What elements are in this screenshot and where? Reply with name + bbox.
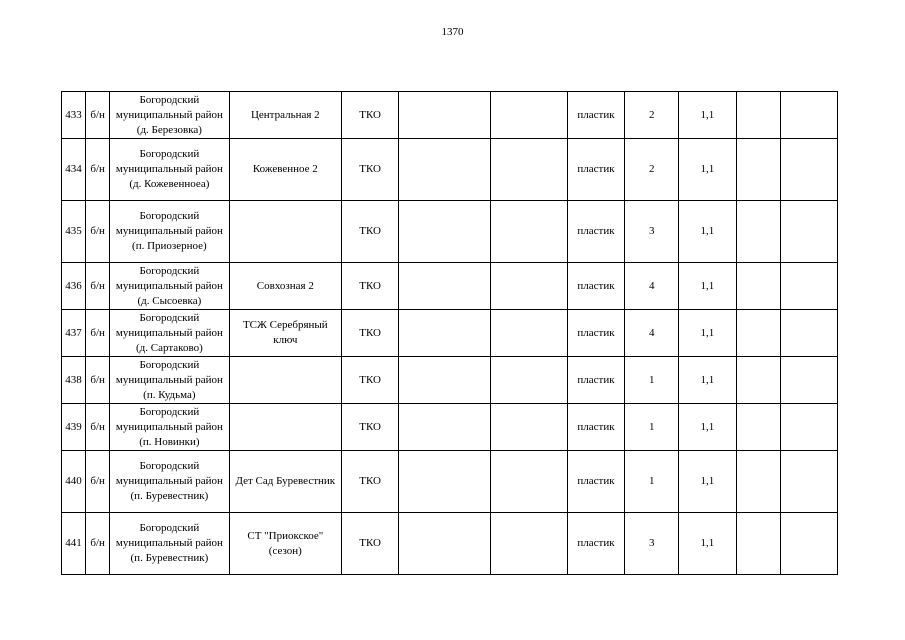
empty-cell (736, 513, 780, 575)
empty-cell (399, 310, 490, 357)
district-line-1: Богородский (139, 264, 200, 277)
table-row (62, 513, 838, 575)
empty-cell (736, 310, 780, 357)
district-line-3: (д. Березовка) (136, 123, 202, 136)
empty-cell (780, 310, 837, 357)
container-material-cell: пластик (567, 92, 624, 139)
district-line-1: Богородский (139, 93, 200, 106)
container-volume-cell: 1,1 (679, 201, 736, 263)
district-cell (110, 513, 229, 575)
district-line-3: (д. Сысоевка) (137, 294, 202, 307)
empty-cell (490, 92, 567, 139)
district-cell (110, 201, 229, 263)
street-cell: Дет Сад Буревестник (229, 451, 341, 513)
waste-type-cell: ТКО (342, 201, 399, 263)
empty-cell (736, 201, 780, 263)
waste-type-cell: ТКО (342, 357, 399, 404)
empty-cell (736, 404, 780, 451)
container-volume-cell: 1,1 (679, 139, 736, 201)
street-cell (229, 357, 341, 404)
empty-cell (490, 357, 567, 404)
empty-cell (780, 404, 837, 451)
empty-cell (736, 92, 780, 139)
container-count-cell: 2 (625, 92, 679, 139)
container-count-cell: 1 (625, 357, 679, 404)
empty-cell (399, 92, 490, 139)
district-line-2: муниципальный район (115, 225, 223, 237)
container-material-cell: пластик (567, 404, 624, 451)
district-cell (110, 451, 229, 513)
empty-cell (736, 357, 780, 404)
district-line-2: муниципальный район (115, 373, 223, 386)
container-count-cell: 3 (625, 201, 679, 263)
table-row (62, 310, 838, 357)
table-row (62, 263, 838, 310)
container-count-cell: 1 (625, 404, 679, 451)
district-line-1: Богородский (139, 522, 200, 534)
container-material-cell: пластик (567, 513, 624, 575)
empty-cell (780, 201, 837, 263)
empty-cell (780, 263, 837, 310)
empty-cell (490, 310, 567, 357)
house-number-cell: б/н (86, 201, 110, 263)
table-row (62, 404, 838, 451)
empty-cell (399, 357, 490, 404)
house-number-cell: б/н (86, 139, 110, 201)
container-volume-cell: 1,1 (679, 310, 736, 357)
district-line-2: муниципальный район (115, 108, 223, 121)
row-number-cell: 434 (62, 139, 86, 201)
row-number-cell: 436 (62, 263, 86, 310)
container-material-cell: пластик (567, 201, 624, 263)
container-volume-cell: 1,1 (679, 263, 736, 310)
district-line-1: Богородский (139, 210, 200, 222)
district-line-3: (д. Кожевенноеа) (129, 178, 210, 190)
container-material-cell: пластик (567, 451, 624, 513)
table-row (62, 139, 838, 201)
empty-cell (490, 513, 567, 575)
waste-type-cell: ТКО (342, 263, 399, 310)
row-number-cell: 440 (62, 451, 86, 513)
district-line-1: Богородский (139, 405, 200, 418)
empty-cell (399, 513, 490, 575)
district-cell (110, 139, 229, 201)
empty-cell (490, 201, 567, 263)
container-volume-cell: 1,1 (679, 92, 736, 139)
district-line-3: (п. Приозерное) (132, 240, 207, 252)
row-number-cell: 438 (62, 357, 86, 404)
container-material-cell: пластик (567, 357, 624, 404)
container-count-cell: 4 (625, 310, 679, 357)
container-count-cell: 4 (625, 263, 679, 310)
street-cell: ТСЖ Серебряный ключ (229, 310, 341, 357)
district-cell (110, 404, 229, 451)
empty-cell (780, 92, 837, 139)
container-material-cell: пластик (567, 310, 624, 357)
table-row (62, 451, 838, 513)
row-number-cell: 437 (62, 310, 86, 357)
district-line-1: Богородский (139, 148, 200, 160)
waste-type-cell: ТКО (342, 310, 399, 357)
waste-type-cell: ТКО (342, 139, 399, 201)
district-cell (110, 263, 229, 310)
waste-sites-table (61, 91, 838, 575)
container-material-cell: пластик (567, 263, 624, 310)
waste-type-cell: ТКО (342, 451, 399, 513)
street-cell: Совхозная 2 (229, 263, 341, 310)
district-cell (110, 92, 229, 139)
empty-cell (399, 451, 490, 513)
container-count-cell: 3 (625, 513, 679, 575)
district-line-2: муниципальный район (115, 279, 223, 292)
empty-cell (736, 263, 780, 310)
row-number-cell: 441 (62, 513, 86, 575)
street-cell (229, 201, 341, 263)
house-number-cell: б/н (86, 451, 110, 513)
district-line-3: (п. Новинки) (139, 435, 200, 448)
empty-cell (399, 139, 490, 201)
district-line-2: муниципальный район (115, 475, 223, 487)
empty-cell (490, 263, 567, 310)
empty-cell (736, 451, 780, 513)
page-number: 1370 (441, 26, 464, 38)
district-line-3: (д. Сартаково) (136, 341, 203, 354)
district-line-1: Богородский (139, 311, 200, 324)
empty-cell (490, 404, 567, 451)
district-line-1: Богородский (139, 358, 200, 371)
waste-type-cell: ТКО (342, 404, 399, 451)
container-volume-cell: 1,1 (679, 357, 736, 404)
container-volume-cell: 1,1 (679, 513, 736, 575)
empty-cell (780, 139, 837, 201)
street-cell: СТ "Приокское" (сезон) (229, 513, 341, 575)
container-volume-cell: 1,1 (679, 404, 736, 451)
district-cell (110, 310, 229, 357)
empty-cell (490, 139, 567, 201)
house-number-cell: б/н (86, 404, 110, 451)
district-line-2: муниципальный район (115, 420, 223, 433)
empty-cell (780, 451, 837, 513)
row-number-cell: 435 (62, 201, 86, 263)
empty-cell (780, 357, 837, 404)
street-cell: Кожевенное 2 (229, 139, 341, 201)
container-count-cell: 1 (625, 451, 679, 513)
empty-cell (399, 404, 490, 451)
container-material-cell: пластик (567, 139, 624, 201)
empty-cell (399, 263, 490, 310)
waste-type-cell: ТКО (342, 513, 399, 575)
house-number-cell: б/н (86, 310, 110, 357)
table-row (62, 201, 838, 263)
district-line-3: (п. Буревестник) (130, 490, 209, 502)
empty-cell (736, 139, 780, 201)
house-number-cell: б/н (86, 263, 110, 310)
table-row (62, 92, 838, 139)
row-number-cell: 433 (62, 92, 86, 139)
street-cell (229, 404, 341, 451)
empty-cell (780, 513, 837, 575)
house-number-cell: б/н (86, 357, 110, 404)
district-line-2: муниципальный район (115, 326, 223, 339)
empty-cell (490, 451, 567, 513)
district-cell (110, 357, 229, 404)
district-line-3: (п. Буревестник) (130, 552, 209, 564)
container-count-cell: 2 (625, 139, 679, 201)
container-volume-cell: 1,1 (679, 451, 736, 513)
waste-type-cell: ТКО (342, 92, 399, 139)
house-number-cell: б/н (86, 513, 110, 575)
district-line-3: (п. Кудьма) (143, 388, 196, 401)
district-line-2: муниципальный район (115, 163, 223, 175)
empty-cell (399, 201, 490, 263)
table-row (62, 357, 838, 404)
house-number-cell: б/н (86, 92, 110, 139)
district-line-1: Богородский (139, 460, 200, 472)
row-number-cell: 439 (62, 404, 86, 451)
district-line-2: муниципальный район (115, 537, 223, 549)
street-cell: Центральная 2 (229, 92, 341, 139)
